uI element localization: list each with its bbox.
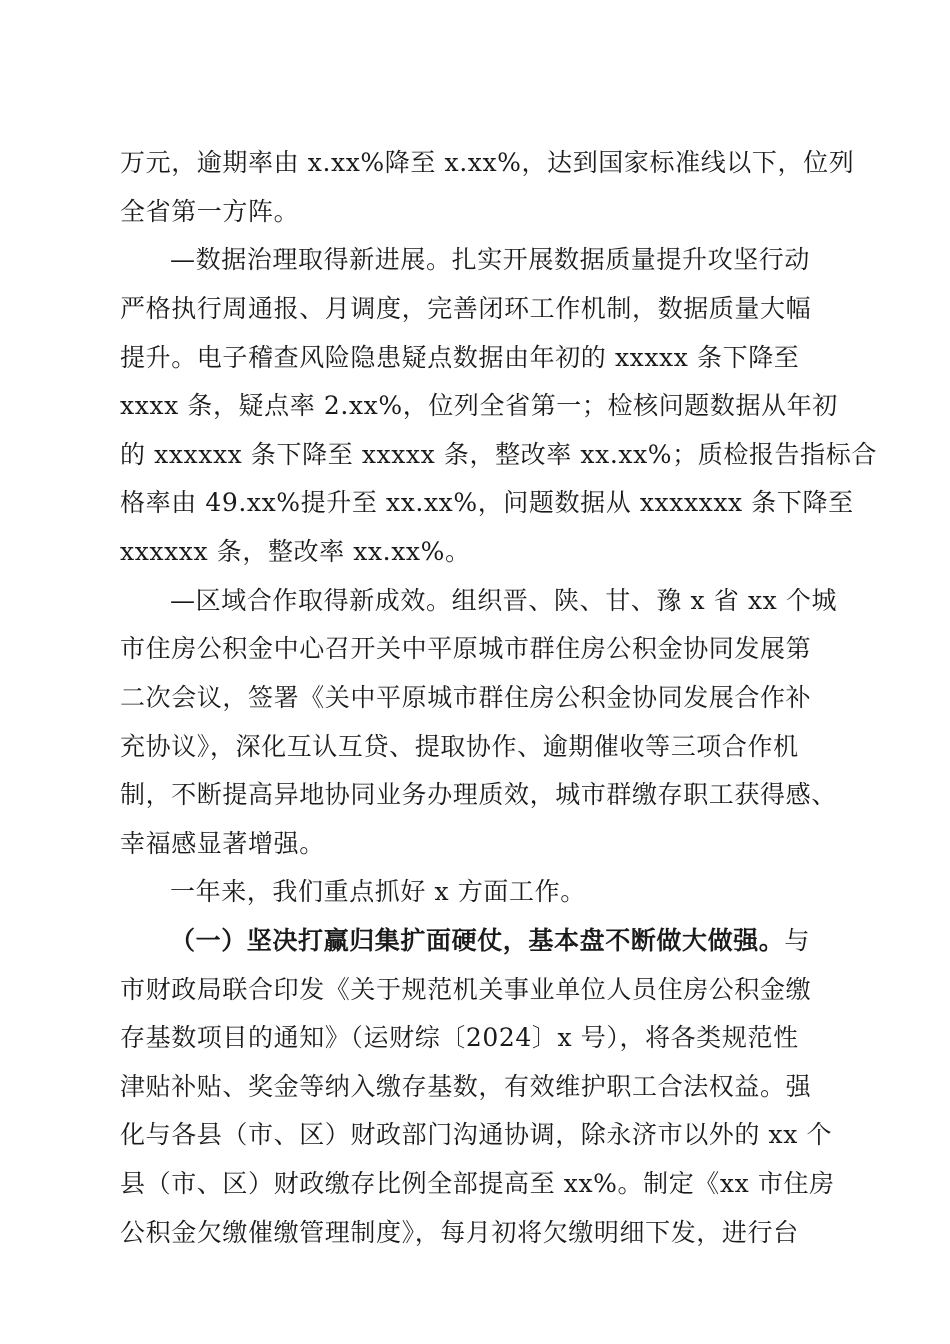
body-text-line: 存基数项目的通知》（运财综〔2024〕x 号），将各类规范性 bbox=[120, 1023, 799, 1052]
body-text-line: 二次会议，签署《关中平原城市群住房公积金协同发展合作补 bbox=[120, 683, 812, 712]
body-text-line: 万元，逾期率由 x.xx%降至 x.xx%，达到国家标准线以下，位列 bbox=[120, 148, 855, 177]
section-heading-line bbox=[170, 919, 810, 963]
body-text-line: 的 xxxxxx 条下降至 xxxxx 条，整改率 xx.xx%；质检报告指标合 bbox=[120, 440, 877, 469]
body-text-line: 严格执行周通报、月调度，完善闭环工作机制，数据质量大幅 bbox=[120, 294, 812, 323]
body-text-line: 县（市、区）财政缴存比例全部提高至 xx%。制定《xx 市住房 bbox=[120, 1169, 835, 1198]
body-text-line: 格率由 49.xx%提升至 xx.xx%，问题数据从 xxxxxxx 条下降至 bbox=[120, 488, 854, 517]
body-text-line: xxxx 条，疑点率 2.xx%，位列全省第一；检核问题数据从年初 bbox=[120, 391, 838, 420]
body-text-line: xxxxxx 条，整改率 xx.xx%。 bbox=[120, 537, 471, 566]
body-text-line: 市住房公积金中心召开关中平原城市群住房公积金协同发展第 bbox=[120, 634, 812, 663]
body-text-line: 化与各县（市、区）财政部门沟通协调，除永济市以外的 xx 个 bbox=[120, 1120, 833, 1149]
body-text-line: 幸福感显著增强。 bbox=[120, 829, 325, 858]
body-text-line: 市财政局联合印发《关于规范机关事业单位人员住房公积金缴 bbox=[120, 975, 812, 1004]
body-text-line: 公积金欠缴催缴管理制度》，每月初将欠缴明细下发，进行台 bbox=[120, 1218, 799, 1247]
body-text-line: 制，不断提高异地协同业务办理质效，城市群缴存职工获得感、 bbox=[120, 780, 837, 809]
paragraph-regional-cooperation: —区域合作取得新成效。组织晋、陕、甘、豫 x 省 xx 个城 bbox=[170, 586, 838, 615]
paragraph-data-governance: —数据治理取得新进展。扎实开展数据质量提升攻坚行动 bbox=[170, 245, 811, 274]
body-text-line: 津贴补贴、奖金等纳入缴存基数，有效维护职工合法权益。强 bbox=[120, 1072, 812, 1101]
body-text-run: 与 bbox=[784, 926, 811, 955]
section-heading: （一）坚决打赢归集扩面硬仗，基本盘不断做大做强。 bbox=[170, 926, 785, 955]
body-text-line: 全省第一方阵。 bbox=[120, 197, 300, 226]
body-text-line: 提升。电子稽查风险隐患疑点数据由年初的 xxxxx 条下降至 bbox=[120, 343, 800, 372]
paragraph-year-summary: 一年来，我们重点抓好 x 方面工作。 bbox=[170, 877, 586, 906]
body-text-line: 充协议》，深化互认互贷、提取协作、逾期催收等三项合作机 bbox=[120, 732, 799, 761]
